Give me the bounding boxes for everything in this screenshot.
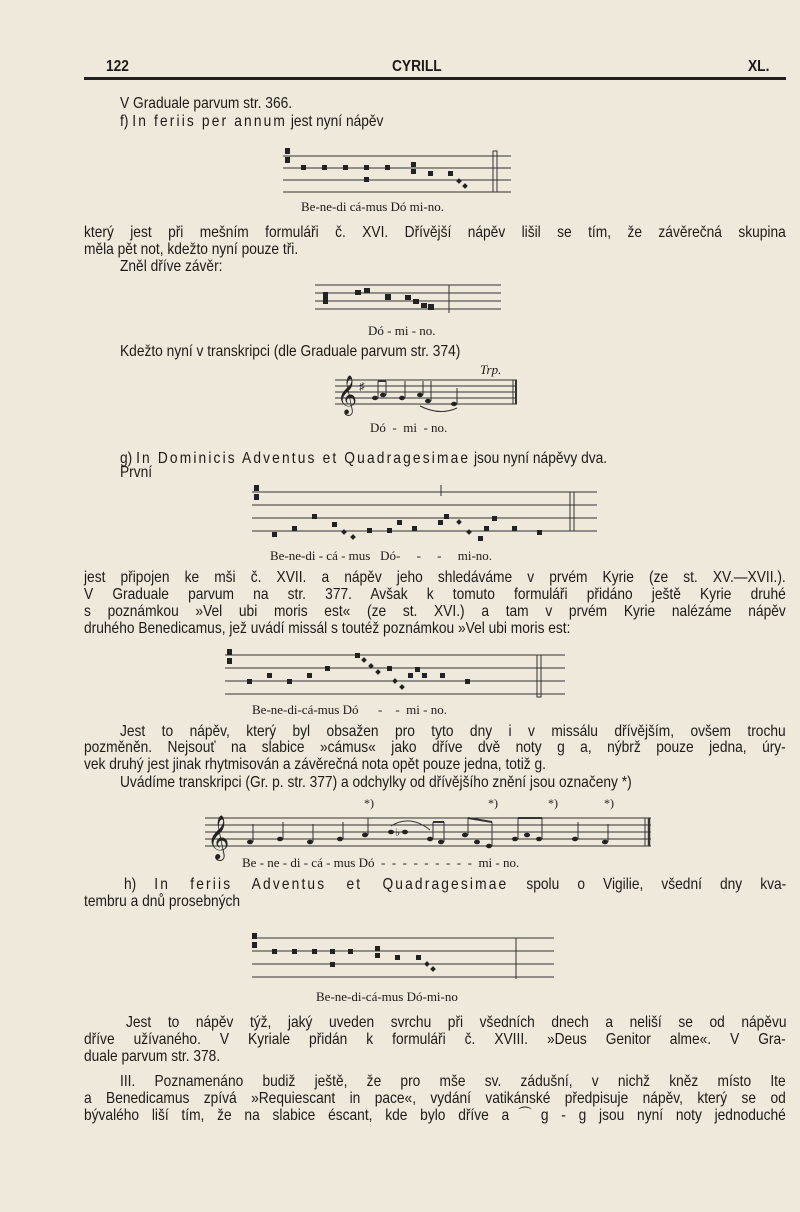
heading-h [124,876,786,893]
footnote-mark: *) [548,796,558,810]
chant-staff-5 [252,938,557,983]
chant-lyrics-5: Be-ne-di-cá-mus Dó - - mi - no. [252,702,447,717]
text-line: Zněl dříve závěr: [120,258,223,275]
chant-lyrics-6: Be - ne - di - cá - mus Dó - - - - - - - - - mi - no. [242,855,520,870]
spaced-title: In feriis Adventus et Quadragesimae [154,876,509,893]
chant-lyrics-2: Dó - mi - no. [368,323,436,338]
label: f) [120,113,129,130]
header-rule [84,77,786,80]
text-line: bývalého liší tím, že na slabice éscant, kde bylo dříve a⌒g - g jsou nyní noty jednoduché [84,1107,786,1124]
svg-text:𝄞: 𝄞 [207,815,230,859]
spaced-title: In feriis per annum [132,113,288,130]
text-line: druhého Benedicamus, jež uvádí missál s toutéž poznámkou »Vel ubi moris est: [84,620,571,637]
chant-staff-3 [252,490,602,540]
chant-lyrics-4: Be-ne-di - cá - mus Dó- - - mi-no. [270,548,493,563]
text-line: První [120,464,153,481]
footnote-mark: *) [604,796,614,810]
text-line: Jest to nápěv týž, jaký uveden svrchu při všedních dnech a neliší se od nápěvu [126,1014,787,1031]
svg-text:♭: ♭ [395,827,401,839]
chant-lyrics-7: Be-ne-di-cá-mus Dó-mi-no [316,989,458,1004]
text-line: jest připojen ke mši č. XVII. a nápěv jeho shledáváme v prvém Kyrie (ze st. XV.—XVII.). [84,569,786,586]
chant-lyrics-3: Dó - mi - no. [370,420,448,435]
spaced-title: In Dominicis Adventus et Quadragesimae [136,450,471,467]
text: jest nyní nápěv [287,113,384,130]
heading-f [120,113,800,130]
chant-staff-4 [225,655,570,700]
section-number: XL. [748,58,770,75]
svg-text:𝄞: 𝄞 [337,375,358,415]
modern-staff-1 [335,375,520,420]
text-line: duale parvum str. 378. [84,1048,221,1065]
text: spolu o Vigilie, všední dny kva- [508,876,787,893]
text: jsou nyní nápěvy dva. [470,450,608,467]
label: h) [124,876,137,893]
text-line: a Benedicamus zpívá »Requiescant in pace«, vydání vatikánské předpisuje nápěv, který se od [84,1090,786,1107]
footnote-mark: *) [364,796,374,810]
text-line: III. Poznamenáno budiž ještě, že pro mše sv. zádušní, v nichž kněz místo Ite [120,1073,786,1090]
page-number: 122 [106,58,129,75]
text-line: vek druhý jest jinak rhytmisován a závěrečná nota opět pouze jedna, totiž g. [84,756,546,773]
chant-lyrics-1: Be-ne-di cá-mus Dó mi-no. [301,199,444,214]
text-line: Uvádíme transkripci (Gr. p. str. 377) a odchylky od dřívějšího znění jsou označeny *) [120,774,632,791]
label: g) [120,450,133,467]
text-line: pozměněn. Nejsouť na slabice »cámus« jako dříve dvě noty g a, nýbrž pouze jedna, úry- [84,739,786,756]
text-line: s poznámkou »Vel ubi moris est« (ze st. XVI.) a tam v prvém Kyrie nalézáme nápěv [84,603,786,620]
chant-staff-1 [283,148,513,194]
text-line: Kdežto nyní v transkripci (dle Graduale parvum str. 374) [120,343,461,360]
chant-staff-2 [315,285,505,315]
text-line: V Graduale parvum na str. 377. Avšak k tomuto formuláři přidáno ještě Kyrie druhé [84,586,786,603]
modern-staff-2 [205,815,655,859]
text-line: V Graduale parvum str. 366. [120,95,293,112]
trill-marking: Trp. [480,362,502,377]
text-line: dříve užívaného. V Kyriale přidán k formuláři č. XVIII. »Deus Genitor alme«. V Gra- [84,1031,786,1048]
running-title: CYRILL [392,58,442,75]
text-line: měla pět not, kdežto nyní pouze tři. [84,241,299,258]
text-line: tembru a dnů prosebných [84,893,241,910]
svg-text:♯: ♯ [359,381,365,393]
text-line: který jest při mešním formuláři č. XVI. Dřívější nápěv lišil se tím, že závěrečná skupina [84,224,786,241]
text-line: Jest to nápěv, který byl obsažen pro tyto dny i v missálu dřívějším, ovšem trochu [120,723,786,740]
footnote-mark: *) [488,796,498,810]
